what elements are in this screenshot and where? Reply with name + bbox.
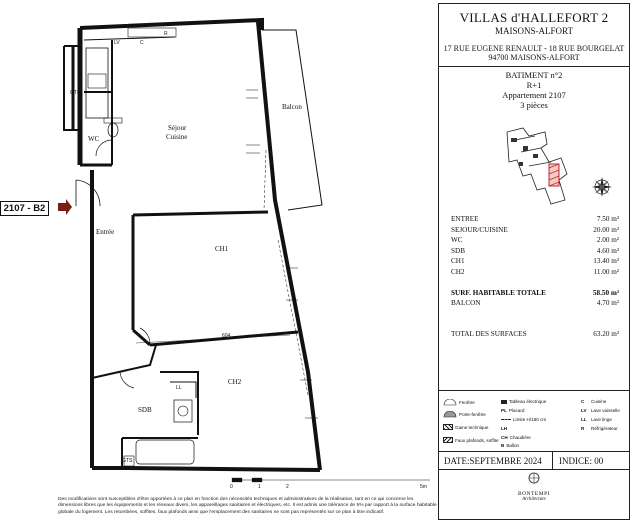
title-block-panel [438,3,630,520]
panel-swatch-icon [501,400,507,404]
legend [439,390,629,452]
window-icon [443,399,457,406]
compass-rose-icon [591,176,613,198]
address-line-1: 17 RUE EUGENE RENAULT - 18 RUE BOURGELAT [443,44,625,53]
room-label-cuisine: Cuisine [166,133,188,141]
mark-c: C [140,40,144,46]
legend-gaine: Gaine technique [443,424,488,430]
architect-logo [439,471,629,502]
legend-cuisine: C Cuisine [581,399,607,404]
date-label: DATE:SEPTEMBRE 2024 [439,452,553,469]
habitable-total-row: SURF. HABITABLE TOTALE 58.50 m² [451,288,619,297]
legend-lave-linge: LL Lave linge [581,417,612,422]
building-level: R+1 [526,80,542,90]
ceiling-swatch-icon [443,437,453,443]
legend-refrigerateur: R Réfrigérateur [581,426,618,431]
surface-table [451,214,619,339]
room-label-wc: WC [88,135,100,143]
project-name: VILLAS d'HALLEFORT 2 [459,10,609,25]
gts-label: GTS [122,458,133,464]
legend-limite: Limite H/180 cm [501,417,546,422]
scale-0: 0 [230,484,233,490]
unit-tag: 2107 - B2 [0,201,49,216]
balcon-row: BALCON 4.70 m² [451,299,619,308]
legend-lave-vaisselle: LV Lave vaisselle [581,408,620,413]
architect-name: BONTEMPI [517,491,551,497]
room-label-entree: Entrée [96,228,115,236]
scale-5: 5m [420,484,427,490]
disclaimer-note: Des modifications sont susceptibles d'être apportées à ce plan en fonction des nécessités techniques et administratives de la réalisation, tant en ce qui concerne les dimensions libres que les équipements et les réseaux divers, les appareillages sanitaires et électriques, etc. Il est admis une tolérance de 5% par rapport à la surface habitable globale du logement. Les retombées, soffites, faux plafonds ainsi que l'emplacement des sanitaires ne sont pas représentés sur ce plan à titre indicatif. [58,497,437,515]
building-key-plan [501,122,583,206]
dimension-label: 604 [222,333,231,339]
mark-ll: LL [176,385,182,391]
date-index-bar [439,452,629,470]
room-label-sdb: SDB [138,406,152,414]
legend-chaudiere: CH Chaudière [501,435,531,440]
legend-placard: PL Placard [501,408,525,413]
project-header [439,4,629,67]
room-label-sejour: Séjour [168,124,187,132]
limit-line-icon [501,419,511,420]
building-info [439,70,629,110]
room-count: 3 pièces [520,100,548,110]
building-number: BATIMENT n°2 [505,70,563,80]
legend-fenetre: Fenêtre [443,399,475,406]
apartment-number: Appartement 2107 [502,90,566,100]
surface-row: SEJOUR/CUISINE 20.00 m² [451,225,619,234]
legend-tableau: Tableau électrique [501,399,546,404]
legend-ballon: B Ballon [501,443,520,448]
scale-1: 1 [258,484,261,490]
mark-r: R [164,31,168,37]
legend-faux-plafonds: Faux plafonds, soffite [443,437,499,443]
total-surfaces-row: TOTAL DES SURFACES 63.20 m² [451,329,619,338]
room-label-ch2: CH2 [228,378,242,386]
legend-porte-fenetre: Porte-fenêtre [443,411,486,418]
legend-lh: LH [501,426,508,431]
room-label-ch1: CH1 [215,245,229,253]
project-city: MAISONS-ALFORT [495,26,573,36]
scale-2: 2 [286,484,289,490]
architect-sub: Architecture [522,497,546,502]
gaine-label: GT4 [70,90,80,96]
room-label-balcon: Balcon [282,103,302,111]
surface-row: ENTREE 7.50 m² [451,215,619,223]
surface-row: CH2 11.00 m² [451,267,619,276]
mark-lv: LV [114,40,120,46]
index-label: INDICE: 00 [559,455,604,466]
surface-row: WC 2.00 m² [451,236,619,245]
address-line-2: 94700 MAISONS-ALFORT [488,53,580,62]
surface-row: SDB 4.60 m² [451,246,619,255]
surface-row: CH1 13.40 m² [451,257,619,266]
entrance-arrow-icon [58,199,72,215]
gaine-swatch-icon [443,424,453,430]
bontempi-logo-icon [527,471,541,485]
french-window-icon [443,411,457,418]
